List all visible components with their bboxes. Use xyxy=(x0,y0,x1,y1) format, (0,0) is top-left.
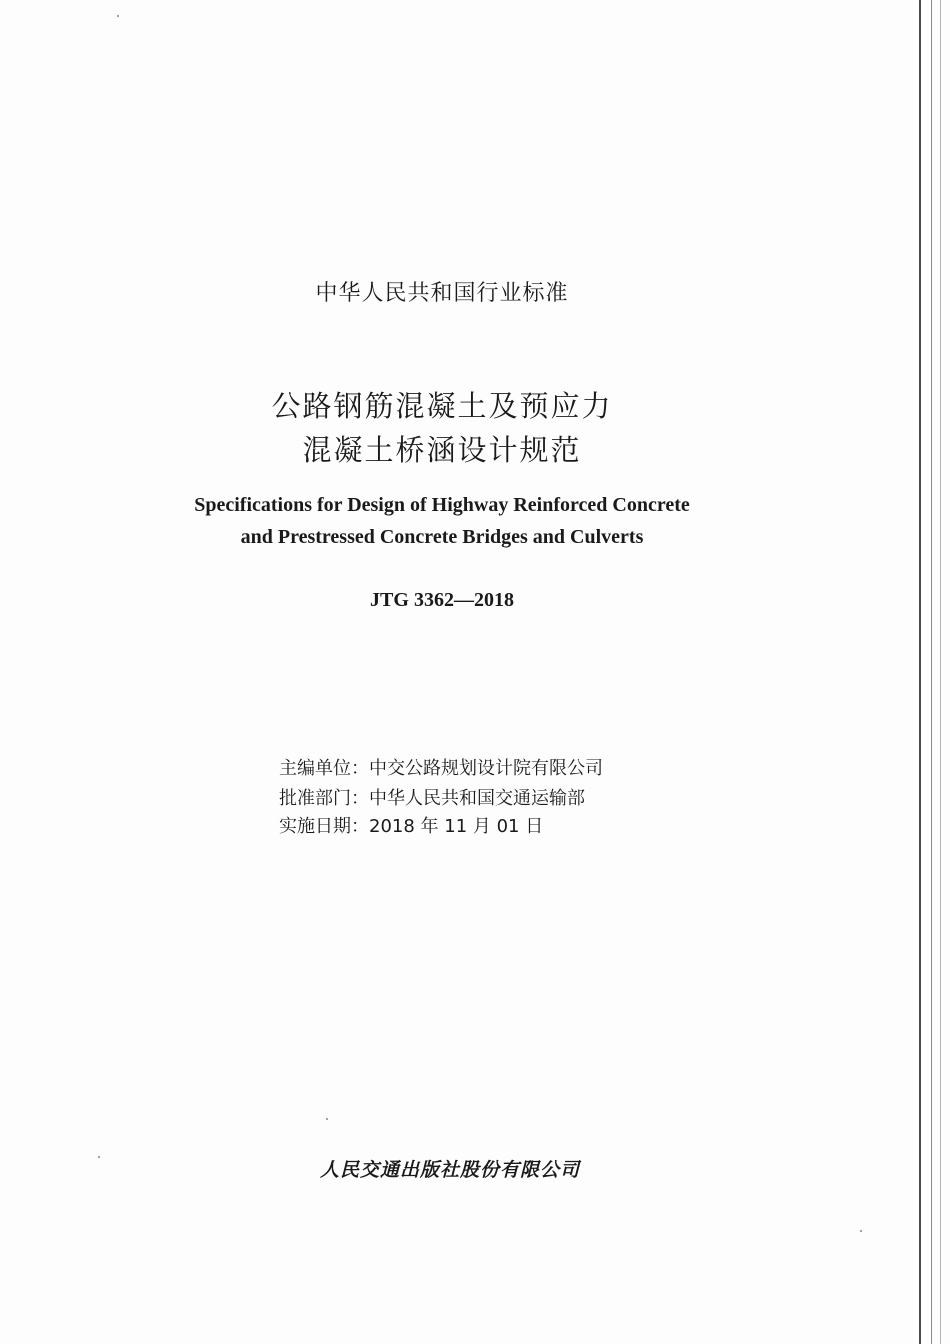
industry-standard-heading: 中华人民共和国行业标准 xyxy=(315,281,569,306)
standard-code: JTG 3362—2018 xyxy=(370,589,514,611)
scan-edge-line xyxy=(931,0,932,1344)
title-english-line-2: and Prestressed Concrete Bridges and Culverts xyxy=(240,526,644,548)
scan-edge-line xyxy=(940,0,941,1344)
title-chinese-line-1: 公路钢筋混凝土及预应力 xyxy=(271,389,613,423)
publisher-name: 人民交通出版社股份有限公司 xyxy=(319,1159,580,1181)
scan-speck xyxy=(117,15,119,17)
scan-speck xyxy=(326,1118,328,1120)
scan-speck xyxy=(860,1230,862,1232)
title-chinese-line-2: 混凝土桥涵设计规范 xyxy=(302,433,582,467)
effective-date: 实施日期：2018 年 11 月 01 日 xyxy=(279,816,544,837)
title-english-line-1: Specifications for Design of Highway Reinforced Concrete xyxy=(194,494,690,516)
scan-edge-line xyxy=(919,0,921,1344)
approving-department: 批准部门：中华人民共和国交通运输部 xyxy=(279,788,585,809)
editor-unit: 主编单位：中交公路规划设计院有限公司 xyxy=(279,758,603,779)
